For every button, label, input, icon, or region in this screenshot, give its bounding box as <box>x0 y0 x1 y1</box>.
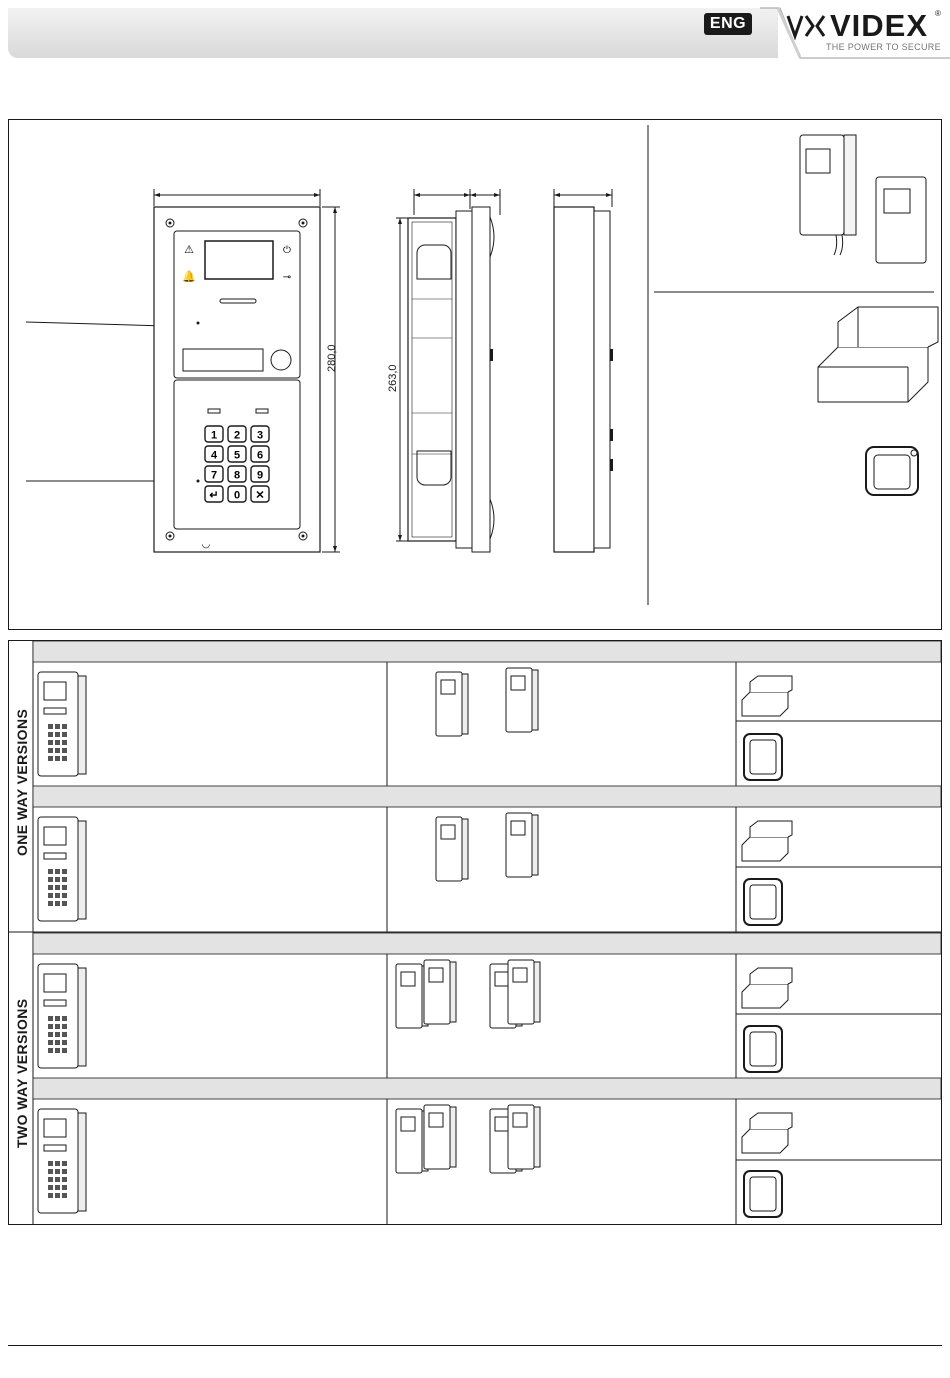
keypad-key <box>251 426 269 442</box>
monitor-icon <box>396 1105 540 1173</box>
keypad-key <box>251 466 269 482</box>
svg-text:8: 8 <box>233 469 241 482</box>
monitor-icon <box>396 960 540 1028</box>
dimension-label-height: 280,0 <box>326 344 338 372</box>
door-panel-icon <box>38 817 86 921</box>
keypad-key <box>251 446 269 462</box>
keypad-key <box>205 446 223 462</box>
svg-text:3: 3 <box>256 429 264 442</box>
monitor-pair-illustration <box>800 135 926 263</box>
svg-text:0: 0 <box>233 489 241 502</box>
footer-rule <box>8 1345 942 1346</box>
front-panel-drawing <box>154 189 340 552</box>
svg-text:9: 9 <box>256 469 264 482</box>
videx-logo-icon <box>786 12 828 40</box>
power-supply-illustration <box>818 307 938 402</box>
power-supply-icon <box>742 968 792 1008</box>
section-label-one-way: ONE WAY VERSIONS <box>14 708 30 856</box>
keypad-key <box>228 426 246 442</box>
brand-registered-mark: ® <box>935 9 941 18</box>
svg-text:⊸: ⊸ <box>282 272 292 283</box>
keypad-key <box>251 486 269 502</box>
technical-drawing <box>8 119 942 630</box>
module-icon <box>744 1171 782 1217</box>
keypad-key <box>205 426 223 442</box>
end-view-drawing <box>554 189 613 552</box>
power-supply-icon <box>742 676 792 716</box>
monitor-icon <box>436 813 538 881</box>
keypad-key <box>205 466 223 482</box>
power-supply-icon <box>742 821 792 861</box>
door-panel-icon <box>38 1109 86 1213</box>
keypad-key <box>228 486 246 502</box>
monitor-icon <box>436 668 538 736</box>
svg-text:2: 2 <box>233 429 241 442</box>
module-icon <box>744 734 782 780</box>
svg-text:7: 7 <box>210 469 218 482</box>
section-label-two-way: TWO WAY VERSIONS <box>14 998 30 1148</box>
svg-text:↵: ↵ <box>209 489 219 502</box>
keypad-key <box>205 486 223 502</box>
door-panel-icon <box>38 672 86 776</box>
svg-text:6: 6 <box>256 449 264 462</box>
versions-table-grid <box>8 640 942 1225</box>
svg-text:5: 5 <box>233 449 241 462</box>
brand-tagline: THE POWER TO SECURE <box>826 42 941 52</box>
side-view-drawing <box>396 189 500 552</box>
svg-text:4: 4 <box>210 449 218 462</box>
module-icon <box>744 879 782 925</box>
svg-text:◡: ◡ <box>201 539 211 550</box>
svg-text:1: 1 <box>210 429 218 442</box>
keypad-key <box>228 446 246 462</box>
svg-text:⚠: ⚠ <box>184 244 194 256</box>
power-supply-icon <box>742 1113 792 1153</box>
module-illustration <box>866 447 918 495</box>
door-panel-icon <box>38 964 86 1068</box>
svg-text:🔔: 🔔 <box>182 271 196 283</box>
svg-text:✕: ✕ <box>255 489 265 502</box>
language-badge: ENG <box>704 13 752 35</box>
svg-text:⏻: ⏻ <box>283 245 291 256</box>
module-icon <box>744 1026 782 1072</box>
keypad-key <box>228 466 246 482</box>
brand-name: VIDEX <box>830 8 929 43</box>
dimension-label-box-height: 263,0 <box>387 364 399 392</box>
